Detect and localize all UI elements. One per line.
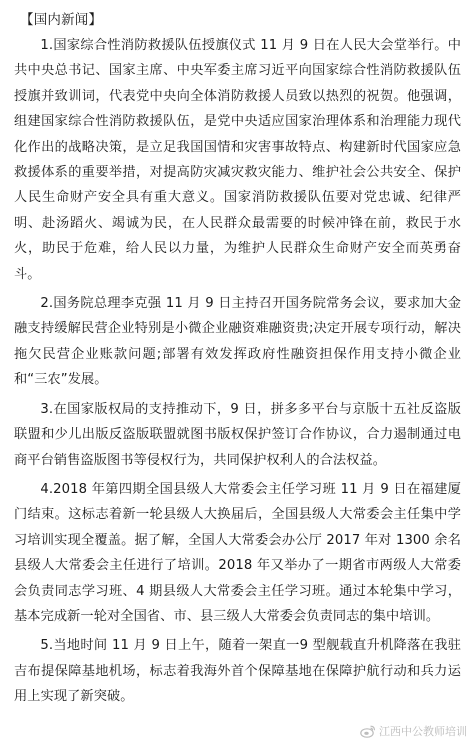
news-item-2: 2.国务院总理李克强 11 月 9 日主持召开国务院常务会议，要求加大金融支持缓解民营企业特别是小微企业融资难融资贵;决定开展专项行动，解决拖欠民营企业账款问题;部署有效发挥政府性融资担保作用支持小微企业和“三农”发展。 <box>14 296 461 388</box>
news-item-5: 5.当地时间 11 月 9 日上午，随着一架直一9 型舰载直升机降落在我驻吉布提保障基地机场，标志着我海外首个保障基地在保障护航行动和兵力运用上实现了新突破。 <box>14 638 461 705</box>
news-item-4: 4.2018 年第四期全国县级人大常委会主任学习班 11 月 9 日在福建厦门结束。这标志着新一轮县级人大换届后，全国县级人大常委会主任集中学习培训实现全覆盖。据了解，全国人大常委会办公厅 2017 年对 1300 余名县级人大常委会主任进行了培训。2018 年又举办了一期省市两级人大常委会负责同志学习班、4 期县级人大常委会主任学习班。通过本轮集中学习，基本完成新一轮对全国省、市、县三级人大常委会负责同志的集中培训。 <box>14 481 461 624</box>
section-title: 【国内新闻】 <box>20 12 103 28</box>
weibo-icon <box>360 724 376 738</box>
news-item-1: 1.国家综合性消防救援队伍授旗仪式 11 月 9 日在人民大会堂举行。中共中央总书记、国家主席、中央军委主席习近平向国家综合性消防救援队伍授旗并致训词，代表党中央向全体消防救援人员致以热烈的祝贺。他强调，组建国家综合性消防救援队伍，是党中央适应国家治理体系和治理能力现代化作出的战略决策，是立足我国国情和灾害事故特点、构建新时代国家应急救援体系的重要举措，对提高防灾减灾救灾能力、维护社会公共安全、保护人民生命财产安全具有重大意义。国家消防救援队伍要对党忠诚、纪律严明、赴汤蹈火、竭诚为民，在人民群众最需要的时候冲锋在前，救民于水火，助民于危难，给人民以力量，为维护人民群众生命财产安全而英勇奋斗。 <box>14 38 461 282</box>
watermark-text: 江西中公教师培训 <box>379 725 467 738</box>
news-item-3: 3.在国家版权局的支持推动下，9 日，拼多多平台与京版十五社反盗版联盟和少儿出版反盗版联盟就图书版权保护签订合作协议，合力遏制通过电商平台销售盗版图书等侵权行为，共同保护权利人的合法权益。 <box>14 401 461 468</box>
watermark <box>360 723 467 739</box>
